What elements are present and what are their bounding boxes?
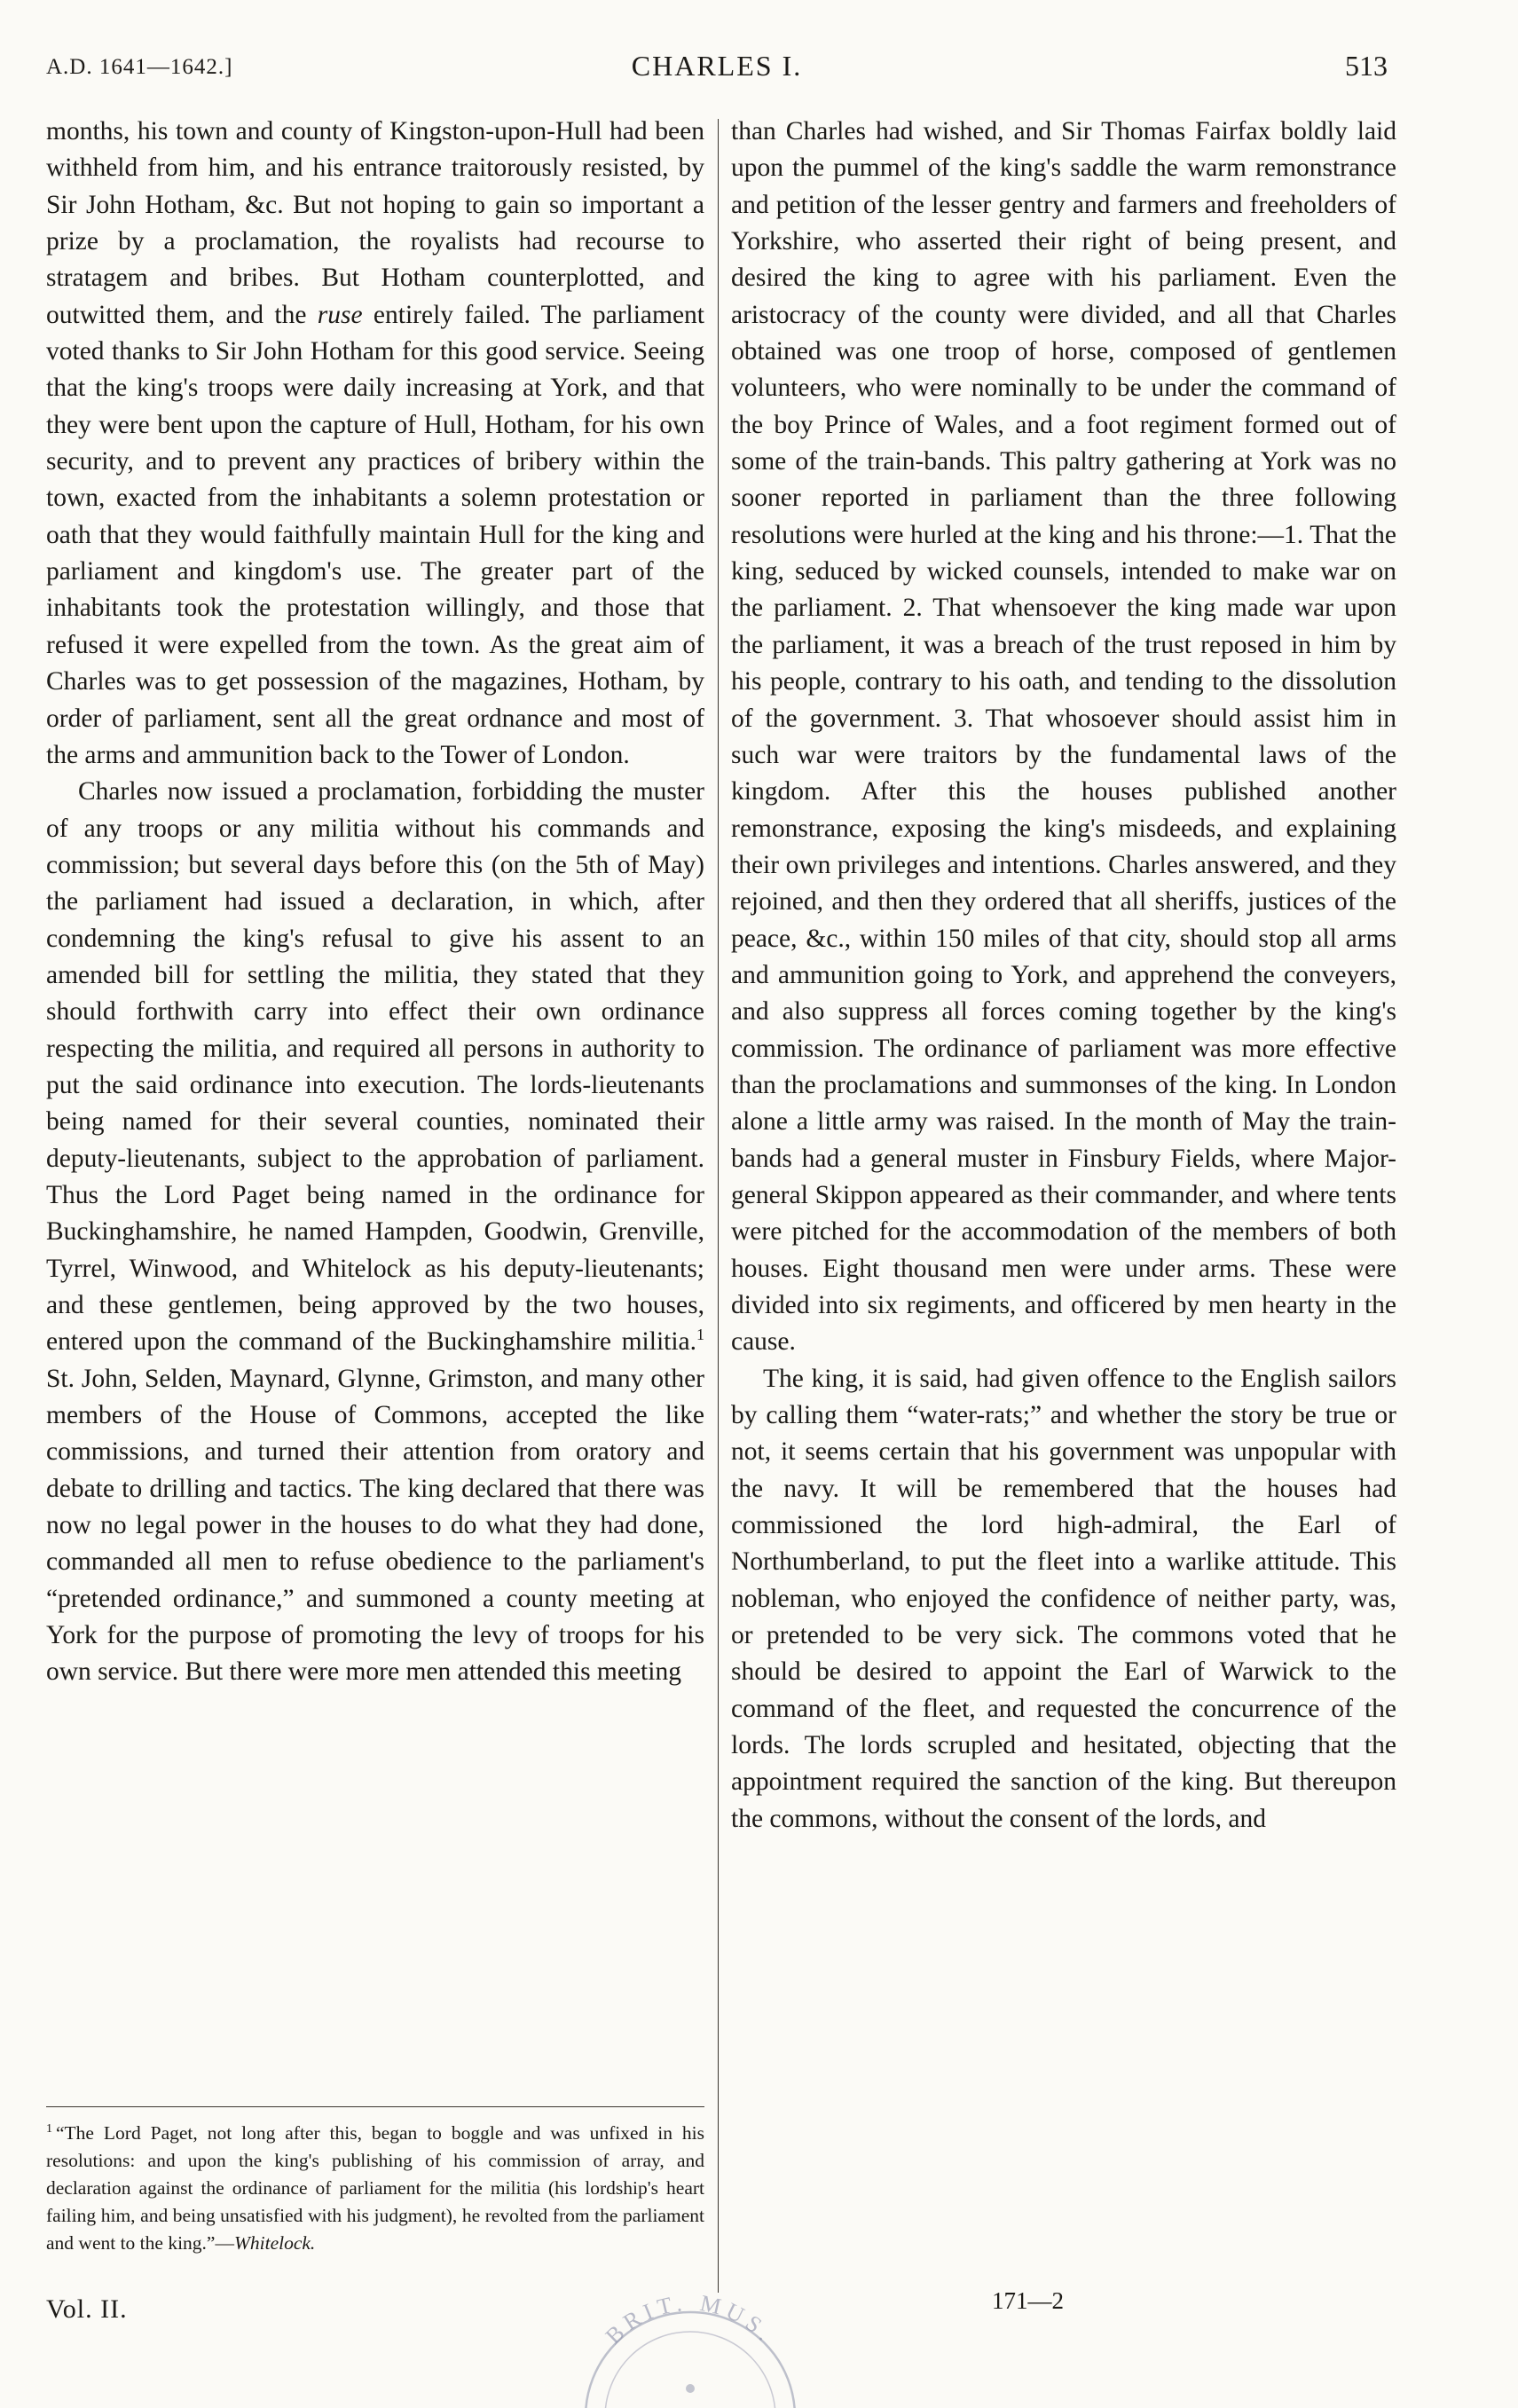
text-run: months, his town and county of Kingston-upon-Hull had been withheld from him, and his entrance traitorously resisted, by Sir John Hotham, &c. But not hoping to gain so important a prize by a proclamation, the royalists had recourse to stratagem and bribes. But Hotham counterplotted, and outwitted them, and the [46,117,704,329]
volume-label: Vol. II. [46,2294,128,2324]
stamp-text: BRIT. MUS. [600,2289,781,2349]
italic-word: ruse [317,300,363,329]
paragraph [46,114,704,774]
footnote-mark: 1 [46,2122,52,2136]
footnote-source: Whitelock. [233,2232,316,2255]
paragraph: than Charles had wished, and Sir Thomas Fairfax boldly laid upon the pummel of the king's saddle the warm remonstrance and petition of the lesser gentry and farmers and freeholders of Yorkshire, who asserted their right of being present, and desired the king to agree with his parliament. Even the aristocracy of the county were divided, and all that Charles obtained was one troop of horse, composed of gentlemen volunteers, who were nominally to be under the command of the boy Prince of Wales, and a foot regiment formed out of some of the train-bands. This paltry gathering at York was no sooner reported in parliament than the three following resolutions were hurled at the king and his throne:—1. That the king, seduced by wicked counsels, intended to make war on the parliament. 2. That whensoever the king made war upon the parliament, it was a breach of the trust reposed in him by his people, contrary to his oath, and tending to the dissolution of the government. 3. That whosoever should assist him in such war were traitors by the fundamental laws of the kingdom. After this the houses published another remonstrance, exposing the king's misdeeds, and explaining their own privileges and intentions. Charles answered, and they rejoined, and then they ordered that all sheriffs, justices of the peace, &c., within 150 miles of that city, should stop all arms and ammunition going to York, and apprehend the conveyers, and also suppress all forces coming together by the king's commission. The ordinance of parliament was more effective than the proclamations and summonses of the king. In London alone a little army was raised. In the month of May the train-bands had a general muster in Finsbury Fields, where Major-general Skippon appeared as their commander, and where tents were pitched for the accommodation of the members of both houses. Eight thousand men were under arms. These were divided into six regiments, and officered by men hearty in the cause. [731,117,1396,1357]
column-divider [718,119,719,2293]
running-head [46,50,1388,85]
footnote [46,2115,704,2257]
signature-mark: 171—2 [992,2287,1064,2314]
text-run: entirely failed. The parliament voted thanks to Sir John Hotham for this good service. Seeing that the king's troops were daily increasing at York, and that they were bent upon the capture of Hull, Hotham, for his own security, and to prevent any practices of bribery within the town, exacted from the inhabitants a solemn protestation or oath that they would faithfully maintain Hull for the king and parliament and kingdom's use. The greater part of the inhabitants took the protestation willingly, and those that refused it were expelled from the town. As the great aim of Charles was to get possession of the magazines, Hotham, by order of parliament, sent all the great ordnance and most of the arms and ammunition back to the Tower of London. [46,300,705,769]
page-number: 513 [1345,50,1388,82]
date-range: A.D. 1641—1642.] [46,55,233,79]
paragraph [46,774,704,1691]
footnote-divider [46,2106,704,2107]
footnote-text: “The Lord Paget, not long after this, began to boggle and was unfixed in his resolutions: and upon the king's publishing of his commission of array, and declaration against the ordinance of parliament for the militia (his lordship's heart failing him, and being unsatisfied with his judgment), he revolted from the parliament and went to the king.”— [46,2122,704,2255]
text-run: St. John, Selden, Maynard, Glynne, Grimston, and many other members of the House of Commons, accepted the like commissions, and turned their attention from oratory and debate to drilling and tactics. The king declared that there was now no legal power in the houses to do what they had done, commanded all men to refuse obedience to the parliament's “pretended ordinance,” and summoned a county meeting at York for the purpose of promoting the levy of troops for his own service. But there were more men attended this meeting [46,1364,704,1687]
library-stamp [557,2284,823,2408]
page-title: CHARLES I. [631,50,803,82]
text-run: Charles now issued a proclamation, forbidding the muster of any troops or any militia without his commands and commission; but several days before this (on the 5th of May) the parliament had issued a declaration, in which, after condemning the king's refusal to give his assent to an amended bill for settling the militia, they stated that they should forthwith carry into effect their own ordinance respecting the militia, and required all persons in authority to put the said ordinance into execution. The lords-lieutenants being named for their several counties, nominated their deputy-lieutenants, subject to the approbation of parliament. Thus the Lord Paget being named in the ordinance for Buckinghamshire, he named Hampden, Goodwin, Grenville, Tyrrel, Winwood, and Whitelock as his deputy-lieutenants; and these gentlemen, being approved by the two houses, entered upon the command of the Buckinghamshire militia. [46,777,704,1357]
svg-text:BRIT. MUS. [601,2290,781,2349]
footnote-reference[interactable]: 1 [696,1326,704,1344]
left-column [46,114,704,1691]
right-column [731,114,1396,1837]
paragraph: The king, it is said, had given offence to the English sailors by calling them “water-rats;” and whether the story be true or not, it seems certain that his government was unpopular with the navy. It will be remembered that the houses had commissioned the lord high-admiral, the Earl of Northumberland, to put the fleet into a warlike attitude. This nobleman, who enjoyed the confidence of neither party, was, or pretended to be very sick. The commons voted that he should be desired to appoint the Earl of Warwick to the command of the fleet, and requested the concurrence of the lords. The lords scrupled and hesitated, objecting that the appointment required the sanction of the king. But thereupon the commons, without the consent of the lords, and [731,1364,1396,1833]
